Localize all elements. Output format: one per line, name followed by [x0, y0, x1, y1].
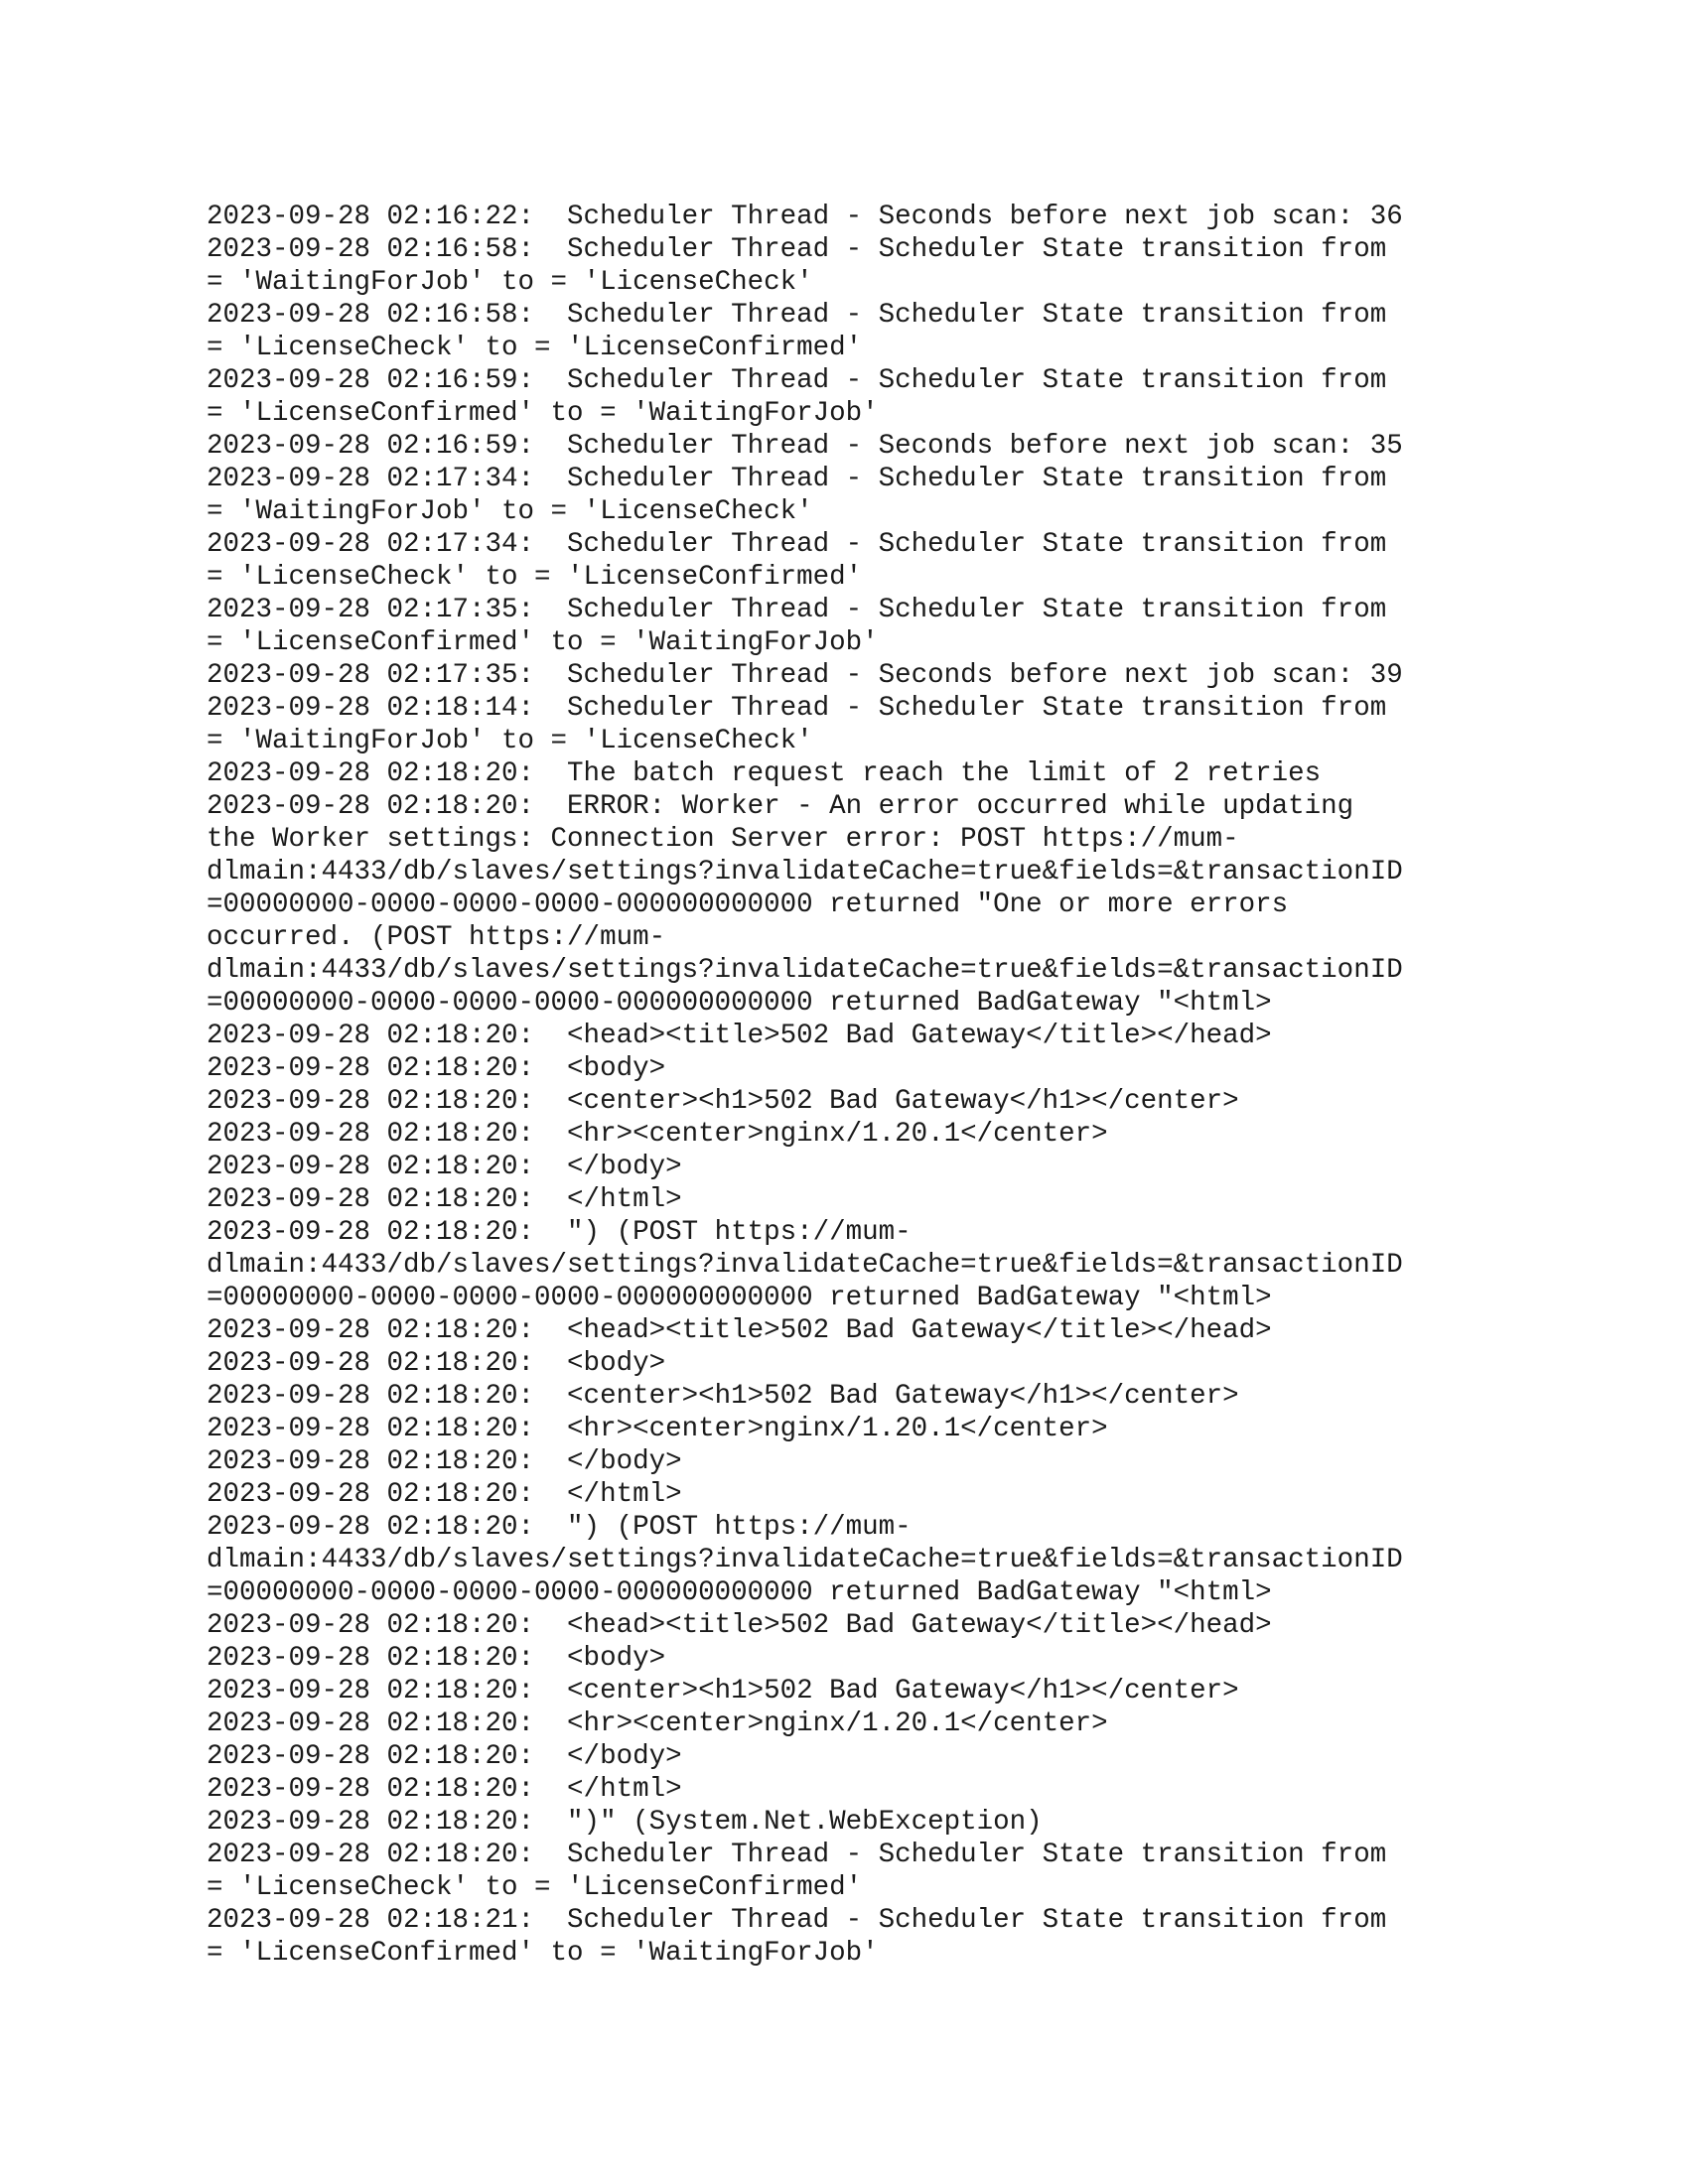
log-line: 2023-09-28 02:16:58: Scheduler Thread - Scheduler State transition from [207, 234, 1387, 265]
log-line: 2023-09-28 02:17:34: Scheduler Thread - Scheduler State transition from [207, 464, 1387, 494]
log-line: 2023-09-28 02:18:20: ERROR: Worker - An error occurred while updating [207, 791, 1354, 822]
log-line: =00000000-0000-0000-0000-000000000000 returned BadGateway "<html> [207, 1283, 1272, 1313]
log-line: 2023-09-28 02:18:20: <head><title>502 Bad Gateway</title></head> [207, 1315, 1272, 1346]
log-line: dlmain:4433/db/slaves/settings?invalidateCache=true&fields=&transactionID [207, 955, 1403, 986]
log-line: 2023-09-28 02:16:58: Scheduler Thread - Scheduler State transition from [207, 300, 1387, 331]
log-line: dlmain:4433/db/slaves/settings?invalidateCache=true&fields=&transactionID [207, 1545, 1403, 1575]
log-line: 2023-09-28 02:18:20: ")" (System.Net.WebException) [207, 1807, 1043, 1838]
log-line: 2023-09-28 02:18:20: <hr><center>nginx/1.20.1</center> [207, 1414, 1108, 1444]
log-line: 2023-09-28 02:18:20: <body> [207, 1643, 666, 1674]
log-line: = 'LicenseCheck' to = 'LicenseConfirmed' [207, 562, 863, 593]
log-line: 2023-09-28 02:18:14: Scheduler Thread - Scheduler State transition from [207, 693, 1387, 724]
log-line: = 'WaitingForJob' to = 'LicenseCheck' [207, 267, 813, 298]
log-line: 2023-09-28 02:18:20: <body> [207, 1053, 666, 1084]
log-line: 2023-09-28 02:18:20: <hr><center>nginx/1.20.1</center> [207, 1119, 1108, 1150]
log-line: 2023-09-28 02:16:59: Scheduler Thread - Scheduler State transition from [207, 365, 1387, 396]
log-line: =00000000-0000-0000-0000-000000000000 returned BadGateway "<html> [207, 988, 1272, 1019]
log-line: 2023-09-28 02:16:59: Scheduler Thread - Seconds before next job scan: 35 [207, 431, 1403, 462]
log-line: the Worker settings: Connection Server error: POST https://mum- [207, 824, 1239, 855]
log-line: 2023-09-28 02:16:22: Scheduler Thread - Seconds before next job scan: 36 [207, 202, 1403, 232]
log-line: occurred. (POST https://mum- [207, 922, 666, 953]
log-line: =00000000-0000-0000-0000-000000000000 returned BadGateway "<html> [207, 1577, 1272, 1608]
log-line: 2023-09-28 02:18:20: </body> [207, 1446, 682, 1477]
log-line: = 'LicenseConfirmed' to = 'WaitingForJob' [207, 1938, 879, 1969]
log-line: 2023-09-28 02:17:35: Scheduler Thread - Seconds before next job scan: 39 [207, 660, 1403, 691]
log-line: 2023-09-28 02:18:20: <hr><center>nginx/1.20.1</center> [207, 1708, 1108, 1739]
log-line: = 'WaitingForJob' to = 'LicenseCheck' [207, 496, 813, 527]
log-line: 2023-09-28 02:18:20: </html> [207, 1479, 682, 1510]
log-line: 2023-09-28 02:18:20: </body> [207, 1741, 682, 1772]
log-line: 2023-09-28 02:18:20: ") (POST https://mum- [207, 1512, 912, 1543]
log-line: 2023-09-28 02:18:20: </html> [207, 1184, 682, 1215]
log-line: 2023-09-28 02:18:20: Scheduler Thread - Scheduler State transition from [207, 1840, 1387, 1870]
log-line: = 'LicenseConfirmed' to = 'WaitingForJob' [207, 398, 879, 429]
log-line: 2023-09-28 02:18:20: <center><h1>502 Bad Gateway</h1></center> [207, 1381, 1239, 1412]
log-line: 2023-09-28 02:18:20: <center><h1>502 Bad Gateway</h1></center> [207, 1676, 1239, 1706]
log-line: 2023-09-28 02:18:20: </body> [207, 1152, 682, 1182]
log-line: dlmain:4433/db/slaves/settings?invalidateCache=true&fields=&transactionID [207, 857, 1403, 887]
log-line: 2023-09-28 02:17:34: Scheduler Thread - Scheduler State transition from [207, 529, 1387, 560]
log-line: 2023-09-28 02:18:20: The batch request reach the limit of 2 retries [207, 758, 1322, 789]
log-line: = 'LicenseCheck' to = 'LicenseConfirmed' [207, 333, 863, 363]
log-line: 2023-09-28 02:18:20: <head><title>502 Bad Gateway</title></head> [207, 1021, 1272, 1051]
log-line: = 'LicenseCheck' to = 'LicenseConfirmed' [207, 1872, 863, 1903]
log-line: 2023-09-28 02:18:20: <head><title>502 Bad Gateway</title></head> [207, 1610, 1272, 1641]
log-line: =00000000-0000-0000-0000-000000000000 returned "One or more errors [207, 889, 1289, 920]
log-line: 2023-09-28 02:18:20: </html> [207, 1774, 682, 1805]
log-text-block [207, 201, 1497, 1970]
log-line: 2023-09-28 02:17:35: Scheduler Thread - Scheduler State transition from [207, 595, 1387, 625]
log-line: = 'WaitingForJob' to = 'LicenseCheck' [207, 726, 813, 756]
log-line: 2023-09-28 02:18:20: <center><h1>502 Bad Gateway</h1></center> [207, 1086, 1239, 1117]
log-line: 2023-09-28 02:18:20: <body> [207, 1348, 666, 1379]
log-line: 2023-09-28 02:18:20: ") (POST https://mum- [207, 1217, 912, 1248]
log-line: 2023-09-28 02:18:21: Scheduler Thread - Scheduler State transition from [207, 1905, 1387, 1936]
log-line: dlmain:4433/db/slaves/settings?invalidateCache=true&fields=&transactionID [207, 1250, 1403, 1281]
log-line: = 'LicenseConfirmed' to = 'WaitingForJob' [207, 627, 879, 658]
